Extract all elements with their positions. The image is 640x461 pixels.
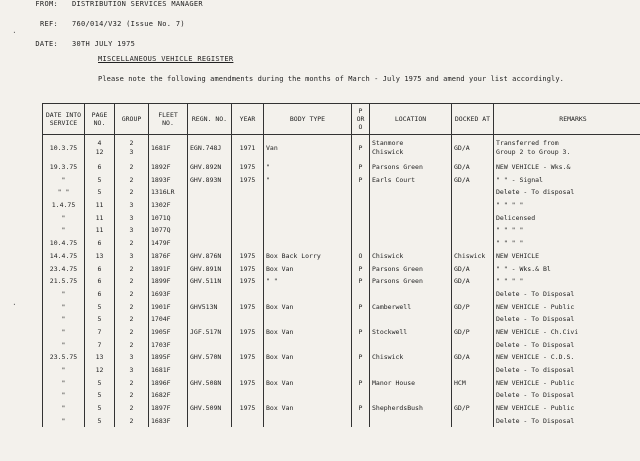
- cell-po: [352, 313, 370, 326]
- cell-remarks: " " " ": [494, 199, 640, 212]
- cell-date: ": [43, 389, 85, 402]
- cell-group: 2: [115, 389, 149, 402]
- cell-group: 2: [115, 415, 149, 428]
- cell-year: [232, 339, 264, 352]
- cell-fleet: 1693F: [149, 288, 188, 301]
- amendment-note: Please note the following amendments during the months of March - July 1975 and amend your list accordingly.: [98, 75, 564, 83]
- cell-fleet: 1071Q: [149, 212, 188, 225]
- cell-body: [264, 224, 352, 237]
- date-line: [20, 40, 135, 48]
- cell-docked: GD/A: [452, 135, 494, 162]
- cell-date: ": [43, 326, 85, 339]
- cell-page: 6: [85, 161, 115, 174]
- cell-remarks: Delete - To Disposal: [494, 313, 640, 326]
- table-row: [43, 161, 640, 174]
- cell-page: 11: [85, 199, 115, 212]
- cell-location: Parsons Green: [370, 161, 452, 174]
- cell-location: [370, 339, 452, 352]
- cell-docked: Chiswick: [452, 250, 494, 263]
- cell-fleet: 1905F: [149, 326, 188, 339]
- cell-body: [264, 339, 352, 352]
- cell-group: 2: [115, 339, 149, 352]
- table-row: [43, 377, 640, 390]
- cell-po: O: [352, 250, 370, 263]
- table-row: [43, 326, 640, 339]
- cell-date: 23.5.75: [43, 351, 85, 364]
- date-value: 30TH JULY 1975: [72, 40, 136, 48]
- cell-group: 2 3: [115, 135, 149, 162]
- cell-body: " ": [264, 275, 352, 288]
- cell-page: 7: [85, 339, 115, 352]
- cell-year: 1975: [232, 250, 264, 263]
- cell-year: [232, 237, 264, 250]
- cell-remarks: NEW VEHICLE - Public: [494, 301, 640, 314]
- cell-fleet: 1683F: [149, 415, 188, 428]
- cell-group: 3: [115, 199, 149, 212]
- cell-date: ": [43, 288, 85, 301]
- cell-location: [370, 313, 452, 326]
- cell-remarks: Delete - To disposal: [494, 364, 640, 377]
- table-row: [43, 224, 640, 237]
- cell-po: P: [352, 161, 370, 174]
- cell-date: " ": [43, 186, 85, 199]
- col-header-group: GROUP: [115, 104, 149, 135]
- cell-group: 2: [115, 161, 149, 174]
- cell-page: 6: [85, 237, 115, 250]
- cell-docked: [452, 364, 494, 377]
- table-row: [43, 135, 640, 162]
- cell-docked: [452, 199, 494, 212]
- cell-date: ": [43, 301, 85, 314]
- cell-date: ": [43, 224, 85, 237]
- from-label: FROM:: [35, 0, 58, 8]
- cell-docked: [452, 389, 494, 402]
- cell-po: P: [352, 135, 370, 162]
- cell-location: [370, 415, 452, 428]
- cell-body: Box Van: [264, 263, 352, 276]
- cell-body: Box Van: [264, 301, 352, 314]
- cell-fleet: 1704F: [149, 313, 188, 326]
- cell-page: 11: [85, 224, 115, 237]
- cell-po: P: [352, 402, 370, 415]
- cell-regn: [188, 415, 232, 428]
- cell-fleet: 1681F: [149, 135, 188, 162]
- cell-body: [264, 364, 352, 377]
- cell-group: 2: [115, 377, 149, 390]
- table-row: [43, 174, 640, 187]
- cell-docked: GD/A: [452, 351, 494, 364]
- cell-date: ": [43, 313, 85, 326]
- table-row: [43, 186, 640, 199]
- cell-remarks: Delicensed: [494, 212, 640, 225]
- cell-year: 1971: [232, 135, 264, 162]
- table-row: [43, 351, 640, 364]
- cell-po: [352, 199, 370, 212]
- ref-label: REF:: [39, 20, 58, 28]
- cell-location: Stanmore Chiswick: [370, 135, 452, 162]
- cell-year: 1975: [232, 402, 264, 415]
- cell-remarks: Delete - To Disposal: [494, 339, 640, 352]
- cell-remarks: Transferred from Group 2 to Group 3.: [494, 135, 640, 162]
- cell-regn: [188, 339, 232, 352]
- punch-mark: ·: [12, 28, 17, 37]
- table-header-row: [43, 104, 640, 135]
- cell-docked: GD/A: [452, 161, 494, 174]
- cell-regn: GHV513N: [188, 301, 232, 314]
- table-row: [43, 199, 640, 212]
- cell-po: P: [352, 263, 370, 276]
- cell-remarks: Delete - To Disposal: [494, 415, 640, 428]
- table-row: [43, 364, 640, 377]
- cell-year: 1975: [232, 301, 264, 314]
- cell-date: 10.3.75: [43, 135, 85, 162]
- cell-remarks: NEW VEHICLE - Public: [494, 402, 640, 415]
- cell-remarks: NEW VEHICLE: [494, 250, 640, 263]
- cell-regn: GHV.509N: [188, 402, 232, 415]
- cell-regn: [188, 364, 232, 377]
- cell-fleet: 1893F: [149, 174, 188, 187]
- cell-regn: GHV.892N: [188, 161, 232, 174]
- cell-location: Earls Court: [370, 174, 452, 187]
- cell-group: 2: [115, 174, 149, 187]
- cell-group: 2: [115, 237, 149, 250]
- cell-year: [232, 389, 264, 402]
- cell-fleet: 1891F: [149, 263, 188, 276]
- cell-body: Box Van: [264, 326, 352, 339]
- cell-location: [370, 389, 452, 402]
- cell-year: [232, 415, 264, 428]
- cell-year: 1975: [232, 377, 264, 390]
- cell-location: Chiswick: [370, 351, 452, 364]
- cell-docked: GD/P: [452, 326, 494, 339]
- cell-body: [264, 389, 352, 402]
- cell-page: 5: [85, 313, 115, 326]
- cell-regn: [188, 224, 232, 237]
- cell-po: [352, 224, 370, 237]
- cell-group: 2: [115, 402, 149, 415]
- cell-page: 11: [85, 212, 115, 225]
- cell-remarks: NEW VEHICLE - Ch.Civi: [494, 326, 640, 339]
- cell-group: 2: [115, 326, 149, 339]
- cell-location: [370, 237, 452, 250]
- cell-body: Box Van: [264, 377, 352, 390]
- table-row: [43, 288, 640, 301]
- cell-group: 3: [115, 212, 149, 225]
- col-header-regn: REGN. NO.: [188, 104, 232, 135]
- cell-docked: [452, 288, 494, 301]
- cell-year: [232, 212, 264, 225]
- cell-regn: GHV.570N: [188, 351, 232, 364]
- cell-po: [352, 339, 370, 352]
- table-row: [43, 237, 640, 250]
- cell-fleet: 1895F: [149, 351, 188, 364]
- cell-year: 1975: [232, 275, 264, 288]
- cell-location: Parsons Green: [370, 263, 452, 276]
- cell-page: 7: [85, 326, 115, 339]
- cell-page: 5: [85, 186, 115, 199]
- cell-regn: [188, 186, 232, 199]
- cell-page: 13: [85, 250, 115, 263]
- col-header-fleet: FLEET NO.: [149, 104, 188, 135]
- cell-page: 5: [85, 415, 115, 428]
- cell-remarks: NEW VEHICLE - Public: [494, 377, 640, 390]
- cell-location: [370, 364, 452, 377]
- table-row: [43, 275, 640, 288]
- cell-date: ": [43, 377, 85, 390]
- cell-fleet: 1077Q: [149, 224, 188, 237]
- cell-date: ": [43, 415, 85, 428]
- cell-year: 1975: [232, 326, 264, 339]
- cell-remarks: Delete - To disposal: [494, 186, 640, 199]
- cell-docked: [452, 224, 494, 237]
- cell-page: 6: [85, 263, 115, 276]
- cell-po: P: [352, 326, 370, 339]
- cell-group: 2: [115, 301, 149, 314]
- cell-fleet: 1897F: [149, 402, 188, 415]
- cell-date: 10.4.75: [43, 237, 85, 250]
- cell-date: ": [43, 402, 85, 415]
- col-header-body: BODY TYPE: [264, 104, 352, 135]
- cell-location: Chiswick: [370, 250, 452, 263]
- cell-remarks: " " " ": [494, 237, 640, 250]
- cell-fleet: 1876F: [149, 250, 188, 263]
- table-row: [43, 402, 640, 415]
- cell-regn: [188, 389, 232, 402]
- cell-page: 5: [85, 377, 115, 390]
- cell-docked: GD/A: [452, 174, 494, 187]
- cell-year: [232, 313, 264, 326]
- table-row: [43, 250, 640, 263]
- cell-regn: [188, 199, 232, 212]
- cell-date: 14.4.75: [43, 250, 85, 263]
- cell-year: [232, 288, 264, 301]
- cell-location: Camberwell: [370, 301, 452, 314]
- cell-po: P: [352, 174, 370, 187]
- cell-location: [370, 199, 452, 212]
- col-header-docked: DOCKED AT: [452, 104, 494, 135]
- cell-body: Box Back Lorry: [264, 250, 352, 263]
- cell-year: 1975: [232, 174, 264, 187]
- cell-location: Manor House: [370, 377, 452, 390]
- cell-fleet: 1892F: [149, 161, 188, 174]
- cell-regn: [188, 313, 232, 326]
- col-header-year: YEAR: [232, 104, 264, 135]
- cell-docked: GD/P: [452, 402, 494, 415]
- cell-po: P: [352, 301, 370, 314]
- cell-date: ": [43, 174, 85, 187]
- cell-docked: GD/A: [452, 275, 494, 288]
- cell-fleet: 1681F: [149, 364, 188, 377]
- cell-docked: GD/A: [452, 263, 494, 276]
- punch-mark: ·: [12, 300, 17, 309]
- cell-body: [264, 313, 352, 326]
- cell-group: 3: [115, 250, 149, 263]
- cell-year: 1975: [232, 351, 264, 364]
- cell-remarks: " " - Wks.& Bl: [494, 263, 640, 276]
- cell-po: [352, 288, 370, 301]
- cell-page: 5: [85, 301, 115, 314]
- table-row: [43, 339, 640, 352]
- cell-year: [232, 199, 264, 212]
- cell-fleet: 1899F: [149, 275, 188, 288]
- cell-body: [264, 415, 352, 428]
- cell-docked: HCM: [452, 377, 494, 390]
- cell-location: ShepherdsBush: [370, 402, 452, 415]
- cell-remarks: NEW VEHICLE - C.D.S.: [494, 351, 640, 364]
- table-row: [43, 301, 640, 314]
- cell-date: 19.3.75: [43, 161, 85, 174]
- cell-regn: [188, 288, 232, 301]
- table-row: [43, 415, 640, 428]
- cell-fleet: 1682F: [149, 389, 188, 402]
- cell-fleet: 1703F: [149, 339, 188, 352]
- cell-body: [264, 212, 352, 225]
- cell-page: 5: [85, 402, 115, 415]
- col-header-location: LOCATION: [370, 104, 452, 135]
- cell-year: 1975: [232, 161, 264, 174]
- date-label: DATE:: [35, 40, 58, 48]
- cell-page: 4 12: [85, 135, 115, 162]
- cell-group: 2: [115, 263, 149, 276]
- cell-docked: [452, 313, 494, 326]
- cell-location: [370, 212, 452, 225]
- cell-docked: [452, 339, 494, 352]
- document-title: MISCELLANEOUS VEHICLE REGISTER: [98, 55, 234, 63]
- ref-line: [20, 20, 185, 28]
- cell-regn: EGN.748J: [188, 135, 232, 162]
- cell-body: Box Van: [264, 402, 352, 415]
- cell-docked: [452, 415, 494, 428]
- cell-fleet: 1896F: [149, 377, 188, 390]
- table-row: [43, 313, 640, 326]
- cell-po: [352, 364, 370, 377]
- cell-body: ": [264, 161, 352, 174]
- cell-group: 2: [115, 275, 149, 288]
- cell-regn: GHV.891N: [188, 263, 232, 276]
- cell-remarks: " " " ": [494, 275, 640, 288]
- cell-page: 6: [85, 288, 115, 301]
- cell-body: Box Van: [264, 351, 352, 364]
- ref-value: 760/014/V32 (Issue No. 7): [72, 20, 185, 28]
- cell-po: P: [352, 275, 370, 288]
- cell-regn: GHV.508N: [188, 377, 232, 390]
- cell-body: [264, 199, 352, 212]
- cell-year: [232, 364, 264, 377]
- cell-docked: [452, 237, 494, 250]
- cell-body: [264, 288, 352, 301]
- cell-location: Parsons Green: [370, 275, 452, 288]
- cell-date: 21.5.75: [43, 275, 85, 288]
- cell-fleet: 1901F: [149, 301, 188, 314]
- cell-regn: [188, 212, 232, 225]
- cell-page: 13: [85, 351, 115, 364]
- cell-body: ": [264, 174, 352, 187]
- cell-regn: GHV.893N: [188, 174, 232, 187]
- cell-page: 5: [85, 389, 115, 402]
- cell-page: 5: [85, 174, 115, 187]
- cell-body: Van: [264, 135, 352, 162]
- cell-fleet: 1316LR: [149, 186, 188, 199]
- from-value: DISTRIBUTION SERVICES MANAGER: [72, 0, 203, 8]
- cell-regn: GHV.511N: [188, 275, 232, 288]
- col-header-remarks: REMARKS: [494, 104, 640, 135]
- cell-regn: GHV.876N: [188, 250, 232, 263]
- cell-year: 1975: [232, 263, 264, 276]
- cell-remarks: Delete - To Disposal: [494, 288, 640, 301]
- table-row: [43, 389, 640, 402]
- cell-year: [232, 224, 264, 237]
- cell-regn: JGF.517N: [188, 326, 232, 339]
- cell-date: ": [43, 364, 85, 377]
- cell-location: [370, 186, 452, 199]
- cell-remarks: Delete - To Disposal: [494, 389, 640, 402]
- table-row: [43, 263, 640, 276]
- cell-remarks: NEW VEHICLE - Wks.&: [494, 161, 640, 174]
- col-header-page: PAGE NO.: [85, 104, 115, 135]
- cell-po: [352, 237, 370, 250]
- cell-page: 12: [85, 364, 115, 377]
- cell-group: 2: [115, 288, 149, 301]
- cell-group: 3: [115, 364, 149, 377]
- cell-body: [264, 186, 352, 199]
- col-header-date: DATE INTO SERVICE: [43, 104, 85, 135]
- cell-po: [352, 186, 370, 199]
- cell-docked: GD/P: [452, 301, 494, 314]
- cell-group: 2: [115, 313, 149, 326]
- cell-po: P: [352, 351, 370, 364]
- cell-group: 3: [115, 224, 149, 237]
- cell-remarks: " " " ": [494, 224, 640, 237]
- cell-body: [264, 237, 352, 250]
- cell-date: 23.4.75: [43, 263, 85, 276]
- table-row: [43, 212, 640, 225]
- cell-group: 2: [115, 186, 149, 199]
- cell-year: [232, 186, 264, 199]
- cell-location: Stockwell: [370, 326, 452, 339]
- cell-fleet: 1479F: [149, 237, 188, 250]
- cell-location: [370, 288, 452, 301]
- cell-location: [370, 224, 452, 237]
- cell-date: ": [43, 339, 85, 352]
- cell-date: ": [43, 212, 85, 225]
- cell-date: 1.4.75: [43, 199, 85, 212]
- cell-remarks: " " - Signal: [494, 174, 640, 187]
- cell-po: [352, 415, 370, 428]
- vehicle-register-table: [42, 103, 640, 427]
- cell-group: 3: [115, 351, 149, 364]
- cell-docked: [452, 212, 494, 225]
- cell-po: P: [352, 377, 370, 390]
- cell-fleet: 1302F: [149, 199, 188, 212]
- cell-regn: [188, 237, 232, 250]
- cell-page: 6: [85, 275, 115, 288]
- cell-po: [352, 212, 370, 225]
- col-header-por: P OR O: [352, 104, 370, 135]
- from-line: [20, 0, 203, 8]
- cell-docked: [452, 186, 494, 199]
- cell-po: [352, 389, 370, 402]
